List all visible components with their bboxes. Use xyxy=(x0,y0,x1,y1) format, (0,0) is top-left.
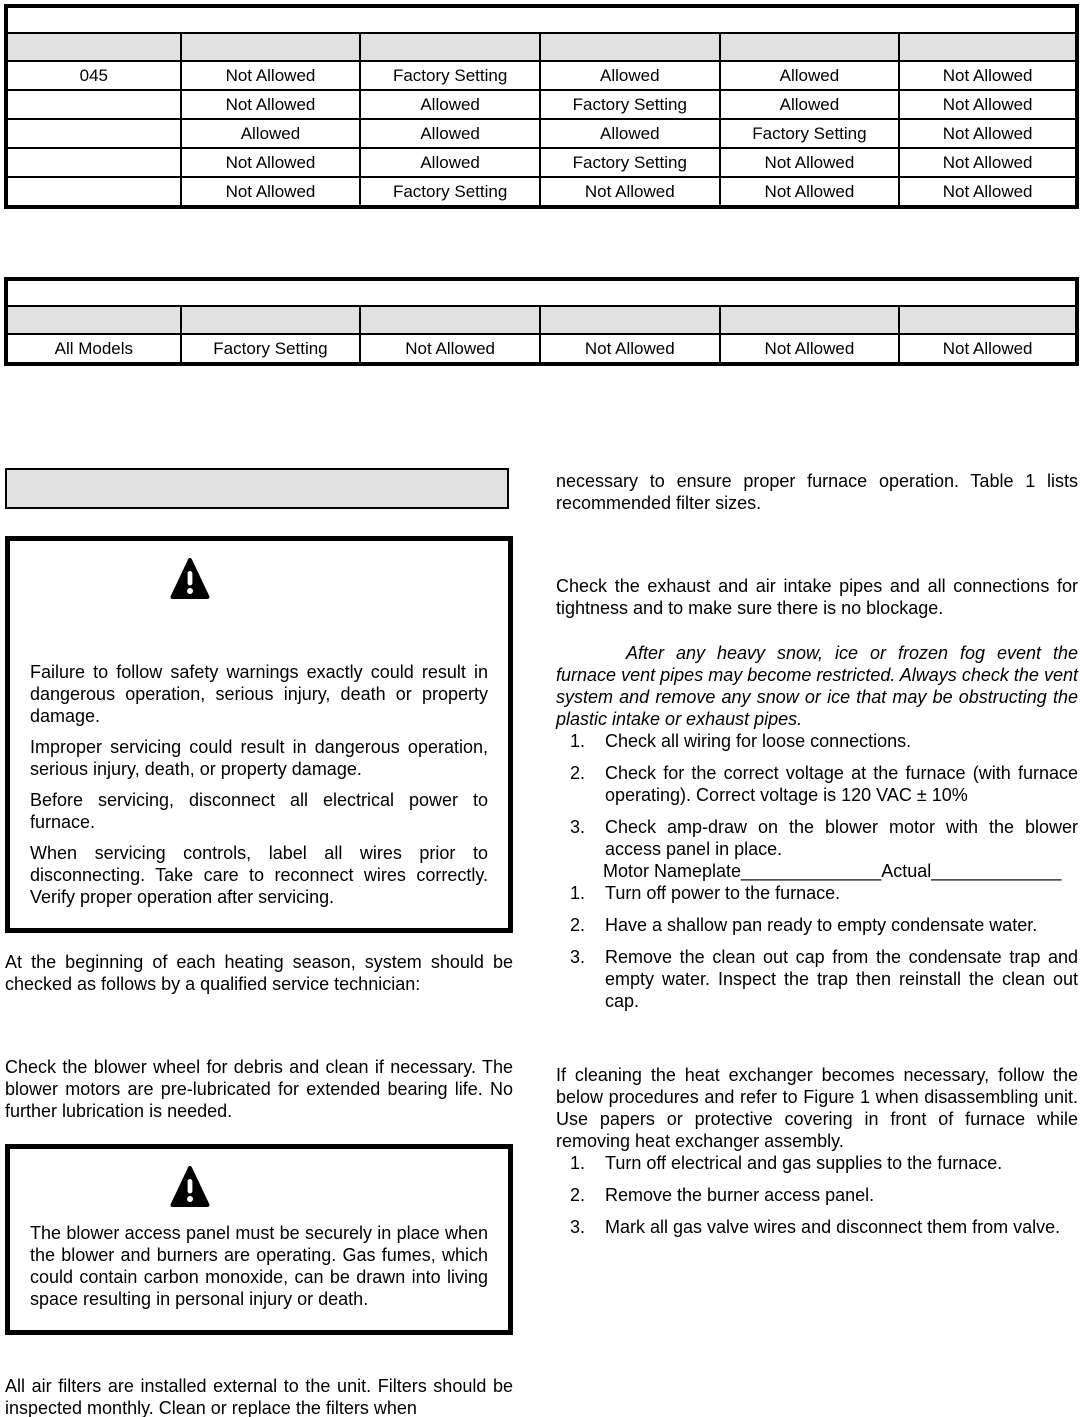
table-cell: Not Allowed xyxy=(899,177,1077,207)
list-item-text: Mark all gas valve wires and disconnect them from valve. xyxy=(605,1217,1061,1237)
table-row xyxy=(6,148,1077,177)
table-cell: Factory Setting xyxy=(360,61,540,90)
table-cell: Not Allowed xyxy=(540,177,720,207)
list-item-body xyxy=(605,730,1078,752)
list-item-text: Remove the burner access panel. xyxy=(605,1185,875,1205)
paragraph: At the beginning of each heating season, system should be checked as follows by a qualified service technician: xyxy=(5,952,513,994)
list-number: 3. xyxy=(570,1217,586,1237)
warning-paragraph: Failure to follow safety warnings exactly could result in dangerous operation, serious injury, death or property damage. xyxy=(30,662,488,726)
table-2-header-cell xyxy=(360,306,540,334)
paragraph: Check the blower wheel for debris and clean if necessary. The blower motors are pre-lubricated for extended bearing life. No further lubrication is needed. xyxy=(5,1057,513,1121)
list-item-body xyxy=(605,882,1078,904)
list-number: 1. xyxy=(570,1153,586,1173)
list-item xyxy=(556,1152,1078,1174)
checklist-electrical xyxy=(556,730,1078,882)
list-number: 2. xyxy=(570,763,586,783)
list-item xyxy=(556,1216,1078,1238)
warning-icon-row xyxy=(30,1165,488,1209)
table-cell: Factory Setting xyxy=(181,334,361,364)
table-cell: Not Allowed xyxy=(899,334,1077,364)
warning-icon-row xyxy=(30,557,488,601)
warning-paragraph: The blower access panel must be securely in place when the blower and burners are operating. Gas fumes, which could contain carbon monoxide, can be drawn into living space resulting in personal injury or death. xyxy=(30,1223,488,1309)
left-column xyxy=(5,468,513,1417)
table-cell: Allowed xyxy=(720,90,900,119)
list-item-body xyxy=(605,816,1078,882)
section-heading-bar xyxy=(5,468,509,509)
table-cell: Not Allowed xyxy=(720,177,900,207)
table-row xyxy=(6,119,1077,148)
table-row xyxy=(6,334,1077,364)
table-1-header-cell xyxy=(181,33,361,61)
list-number: 1. xyxy=(570,731,586,751)
list-item-text: Check amp-draw on the blower motor with the blower access panel in place. xyxy=(605,817,1078,859)
list-item-text: Check all wiring for loose connections. xyxy=(605,731,912,751)
table-cell: Allowed xyxy=(540,119,720,148)
list-item xyxy=(556,914,1078,936)
list-number: 2. xyxy=(570,915,586,935)
list-number: 3. xyxy=(570,817,586,837)
settings-table-1 xyxy=(4,4,1079,209)
list-item xyxy=(556,1184,1078,1206)
list-item-text: Remove the clean out cap from the condensate trap and empty water. Inspect the trap then reinstall the clean out cap. xyxy=(605,947,1078,1011)
table-cell: Not Allowed xyxy=(899,148,1077,177)
table-1-header-cell xyxy=(899,33,1077,61)
note-paragraph: After any heavy snow, ice or frozen fog event the furnace vent pipes may become restricted. Always check the vent system and remove any snow or ice that may be obstructing the plastic intake or exhaust pipes. xyxy=(556,643,1078,729)
table-cell: Factory Setting xyxy=(540,90,720,119)
list-item xyxy=(556,730,1078,752)
table-1-header-row xyxy=(6,33,1077,61)
table-cell: Allowed xyxy=(540,61,720,90)
table-cell: Allowed xyxy=(720,61,900,90)
table-cell: Not Allowed xyxy=(899,90,1077,119)
table-cell: Not Allowed xyxy=(181,177,361,207)
table-cell: Not Allowed xyxy=(360,334,540,364)
table-cell: Not Allowed xyxy=(899,61,1077,90)
warning-title-space xyxy=(30,601,488,661)
table-cell: Allowed xyxy=(360,148,540,177)
table-cell xyxy=(6,119,181,148)
list-item-text: Turn off electrical and gas supplies to the furnace. xyxy=(605,1153,1003,1173)
table-1-header-cell xyxy=(720,33,900,61)
warning-title-space xyxy=(30,1209,488,1222)
list-item xyxy=(556,816,1078,882)
list-item-text: Have a shallow pan ready to empty condensate water. xyxy=(605,915,1038,935)
table-1-header-cell xyxy=(6,33,181,61)
list-item-body xyxy=(605,946,1078,1012)
table-cell: Not Allowed xyxy=(720,148,900,177)
table-cell xyxy=(6,90,181,119)
table-cell: Allowed xyxy=(360,119,540,148)
warning-paragraph: Before servicing, disconnect all electrical power to furnace. xyxy=(30,790,488,832)
list-item-body xyxy=(605,1216,1078,1238)
checklist-condensate xyxy=(556,882,1078,1012)
table-cell: Not Allowed xyxy=(899,119,1077,148)
list-item-body xyxy=(605,1184,1078,1206)
table-1-header-cell xyxy=(540,33,720,61)
settings-table-2 xyxy=(4,277,1079,366)
warning-box-1 xyxy=(5,536,513,933)
table-2-title xyxy=(6,279,1077,306)
warning-triangle-icon xyxy=(170,1165,210,1209)
table-1-title xyxy=(6,6,1077,33)
table-2-header-row xyxy=(6,306,1077,334)
list-item xyxy=(556,946,1078,1012)
list-number: 1. xyxy=(570,883,586,903)
warning-triangle-icon xyxy=(170,557,210,601)
warning-paragraph: Improper servicing could result in dangerous operation, serious injury, death, or property damage. xyxy=(30,737,488,779)
paragraph: Check the exhaust and air intake pipes and all connections for tightness and to make sure there is no blockage. xyxy=(556,576,1078,618)
list-item-body xyxy=(605,914,1078,936)
list-item-text: Check for the correct voltage at the furnace (with furnace operating). Correct voltage is 120 VAC ± 10% xyxy=(605,763,1078,805)
list-item xyxy=(556,762,1078,806)
table-cell: Not Allowed xyxy=(181,148,361,177)
table-cell: Not Allowed xyxy=(720,334,900,364)
table-cell: Allowed xyxy=(181,119,361,148)
checklist-heat-exchanger xyxy=(556,1152,1078,1238)
table-2-header-cell xyxy=(181,306,361,334)
table-2-title-row xyxy=(6,279,1077,306)
table-2-header-cell xyxy=(6,306,181,334)
table-row xyxy=(6,61,1077,90)
list-number: 3. xyxy=(570,947,586,967)
fill-in-line: Motor Nameplate______________Actual_____________ xyxy=(603,861,1062,881)
table-row xyxy=(6,177,1077,207)
table-cell: Factory Setting xyxy=(360,177,540,207)
table-cell: Not Allowed xyxy=(181,90,361,119)
table-cell: All Models xyxy=(6,334,181,364)
list-number: 2. xyxy=(570,1185,586,1205)
table-cell xyxy=(6,177,181,207)
table-cell: Not Allowed xyxy=(181,61,361,90)
list-item xyxy=(556,882,1078,904)
warning-paragraph: When servicing controls, label all wires prior to disconnecting. Take care to reconnect wires correctly. Verify proper operation after servicing. xyxy=(30,843,488,907)
table-cell xyxy=(6,148,181,177)
paragraph: All air filters are installed external to the unit. Filters should be inspected monthly. Clean or replace the filters when xyxy=(5,1376,513,1417)
table-1-title-row xyxy=(6,6,1077,33)
table-1-header-cell xyxy=(360,33,540,61)
table-cell: Not Allowed xyxy=(540,334,720,364)
table-cell: Allowed xyxy=(360,90,540,119)
paragraph: If cleaning the heat exchanger becomes necessary, follow the below procedures and refer to Figure 1 when disassembling unit. Use papers or protective covering in front of furnace while removing heat exchanger assembly. xyxy=(556,1065,1078,1151)
paragraph: necessary to ensure proper furnace operation. Table 1 lists recommended filter sizes. xyxy=(556,471,1078,513)
table-row xyxy=(6,90,1077,119)
list-item-text: Turn off power to the furnace. xyxy=(605,883,841,903)
table-cell: Factory Setting xyxy=(540,148,720,177)
table-cell: 045 xyxy=(6,61,181,90)
table-2-header-cell xyxy=(540,306,720,334)
list-item-body xyxy=(605,762,1078,806)
list-item-body xyxy=(605,1152,1078,1174)
table-2-header-cell xyxy=(899,306,1077,334)
table-cell: Factory Setting xyxy=(720,119,900,148)
right-column xyxy=(556,470,1078,1238)
warning-box-2 xyxy=(5,1144,513,1335)
table-2-header-cell xyxy=(720,306,900,334)
